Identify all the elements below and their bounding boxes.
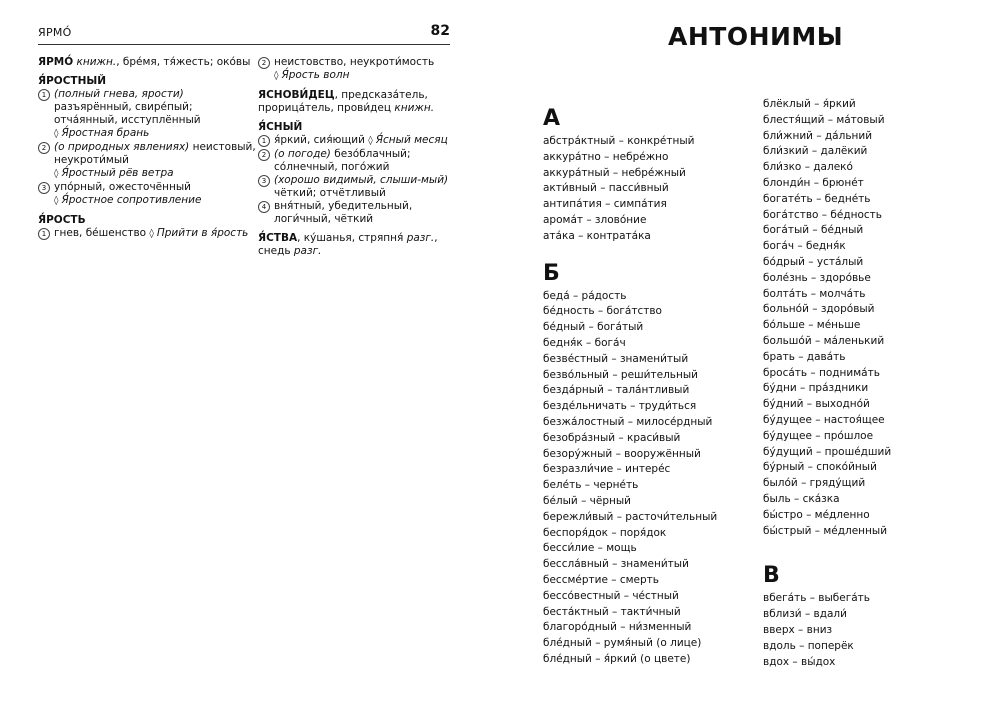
antonym-list-v xyxy=(763,591,963,670)
section-letter: А xyxy=(543,106,561,131)
sense-number: 1 xyxy=(38,228,50,240)
antonym-pair: вдох – вы́дох xyxy=(763,655,836,668)
antonym-pair: боле́знь – здоро́вье xyxy=(763,271,871,284)
antonym-pair: вдоль – поперёк xyxy=(763,639,854,652)
sense-1 xyxy=(38,227,256,241)
sense-1 xyxy=(258,134,454,148)
headword: Я́СТВА xyxy=(258,232,298,244)
synonyms: чёткий; отчётливый xyxy=(274,187,386,199)
headword: ЯРМО́ xyxy=(38,56,74,68)
example: Я́сный месяц xyxy=(375,134,448,146)
antonym-pair: большо́й – ма́ленький xyxy=(763,334,885,347)
antonym-list-a xyxy=(543,134,753,245)
antonym-pair: вверх – вниз xyxy=(763,623,833,636)
antonym-list-b xyxy=(543,289,753,668)
antonym-pair: безобра́зный – краси́вый xyxy=(543,431,681,444)
antonym-pair: бессо́вестный – че́стный xyxy=(543,589,679,602)
antonym-pair: брать – дава́ть xyxy=(763,350,846,363)
antonyms-column-2 xyxy=(763,97,963,670)
sense-number: 2 xyxy=(38,142,50,154)
antonym-pair: бе́дный – бога́тый xyxy=(543,321,644,334)
antonym-pair: блестя́щий – ма́товый xyxy=(763,113,885,126)
section-letter: В xyxy=(763,563,780,589)
antonym-pair: аккура́тный – небре́жный xyxy=(543,166,686,179)
sense-qualifier: (о природных явлениях) xyxy=(54,141,190,153)
antonym-pair: бле́дный – румя́ный (о лице) xyxy=(543,637,702,650)
antonym-pair: бли́жний – да́льний xyxy=(763,129,873,142)
antonym-pair: бы́стрый – ме́дленный xyxy=(763,524,888,537)
antonym-pair: безда́рный – тала́нтливый xyxy=(543,384,690,397)
running-head xyxy=(38,23,450,45)
headword: ЯСНОВИ́ДЕЦ xyxy=(258,89,335,101)
antonym-pair: безору́жный – вооружённый xyxy=(543,447,701,460)
synonyms: , бре́мя, тя́жесть; око́вы xyxy=(116,56,251,68)
antonym-pair: бу́дни – пра́здники xyxy=(763,382,869,395)
sense-3 xyxy=(38,181,256,208)
sense-qualifier: (полный гнева, ярости) xyxy=(54,88,184,100)
page-number: 82 xyxy=(430,23,450,39)
antonym-pair: бога́ч – бедня́к xyxy=(763,240,846,253)
example: Я́ростный рёв ветра xyxy=(61,167,174,179)
synonyms-column-1 xyxy=(38,56,256,247)
headword: Я́РОСТЬ xyxy=(38,214,86,226)
antonym-pair: блёклый – я́ркий xyxy=(763,98,856,110)
antonym-pair: бу́дущее – настоя́щее xyxy=(763,413,885,426)
running-head-word: ЯРМО́ xyxy=(38,26,72,39)
example-diamond-icon: ◊ xyxy=(54,169,59,179)
antonym-pair: бедня́к – бога́ч xyxy=(543,336,626,349)
synonyms: гнев, бе́шенство xyxy=(54,227,147,239)
usage-label: книжн. xyxy=(394,102,435,114)
antonym-pair: безжа́лостный – милосе́рдный xyxy=(543,415,713,428)
synonyms: , снедь xyxy=(258,232,438,257)
antonym-pair: быль – ска́зка xyxy=(763,492,840,505)
sense-2 xyxy=(258,56,454,83)
antonym-pair: бле́дный – я́ркий (о цвете) xyxy=(543,652,691,665)
section-title: АНТОНИМЫ xyxy=(668,22,844,51)
entry-yastva xyxy=(258,232,454,258)
sense-number: 2 xyxy=(258,57,270,69)
antonym-pair: бессме́ртие – смерть xyxy=(543,573,659,586)
example: Я́рость волн xyxy=(281,69,350,81)
antonym-pair: бы́стро – ме́дленно xyxy=(763,508,870,521)
sense-number: 1 xyxy=(258,135,270,147)
synonyms-column-2 xyxy=(258,56,454,264)
synonyms: я́ркий, сия́ющий xyxy=(274,134,365,146)
synonyms: упо́рный, ожесточённый xyxy=(54,181,191,193)
example-diamond-icon: ◊ xyxy=(149,229,154,239)
entry-yarost-continued xyxy=(258,56,454,83)
antonym-pair: беспоря́док – поря́док xyxy=(543,526,667,539)
antonym-pair: бережли́вый – расточи́тельный xyxy=(543,510,718,523)
section-letter: Б xyxy=(543,260,560,286)
antonym-pair: бессла́вный – знамени́тый xyxy=(543,558,689,571)
usage-label: разг. xyxy=(293,245,322,257)
antonyms-column-1 xyxy=(543,104,753,668)
sense-qualifier: (хорошо видимый, слыши-мый) xyxy=(274,174,449,186)
antonym-pair: безде́льничать – труди́ться xyxy=(543,400,697,413)
sense-number: 1 xyxy=(38,89,50,101)
antonym-pair: акти́вный – пасси́вный xyxy=(543,182,669,195)
antonym-list-b-continued xyxy=(763,97,963,539)
antonym-pair: аккура́тно – небре́жно xyxy=(543,150,669,163)
synonyms: неистовство, неукроти́мость xyxy=(274,56,435,68)
sense-qualifier: (о погоде) xyxy=(274,148,331,160)
antonym-pair: арома́т – злово́ние xyxy=(543,213,647,226)
antonym-pair: благоро́дный – ни́зменный xyxy=(543,621,692,634)
antonym-pair: богате́ть – бедне́ть xyxy=(763,192,871,205)
entry-yasnovidets xyxy=(258,89,454,115)
example: Прийти в я́рость xyxy=(156,227,249,239)
sense-3 xyxy=(258,174,454,200)
synonyms: разъярённый, свире́пый; отча́янный, исступлённый xyxy=(54,101,201,126)
dictionary-page-left xyxy=(0,0,488,712)
sense-number: 2 xyxy=(258,149,270,161)
antonym-pair: безве́стный – знамени́тый xyxy=(543,352,689,365)
antonym-pair: безво́льный – реши́тельный xyxy=(543,368,698,381)
headword: Я́СНЫЙ xyxy=(258,121,303,133)
antonym-pair: ата́ка – контрата́ка xyxy=(543,229,651,242)
antonym-pair: больно́й – здоро́вый xyxy=(763,303,875,316)
example-diamond-icon: ◊ xyxy=(54,196,59,206)
entry-yarost xyxy=(38,214,256,241)
antonym-pair: беда́ – ра́дость xyxy=(543,289,627,302)
sense-2 xyxy=(38,141,256,181)
example: Я́ростная брань xyxy=(61,127,150,139)
antonym-pair: бе́дность – бога́тство xyxy=(543,305,662,318)
entry-yarostny xyxy=(38,75,256,208)
antonym-pair: беле́ть – черне́ть xyxy=(543,479,639,492)
usage-label: разг. xyxy=(406,232,435,244)
example-diamond-icon: ◊ xyxy=(274,71,279,81)
synonyms: безо́блачный; со́лнечный, пого́жий xyxy=(274,148,411,173)
antonym-pair: бу́дний – выходно́й xyxy=(763,398,870,411)
antonym-pair: абстра́ктный – конкре́тный xyxy=(543,135,695,147)
antonym-pair: броса́ть – поднима́ть xyxy=(763,366,880,379)
sense-number: 3 xyxy=(38,182,50,194)
antonym-pair: бу́рный – споко́йный xyxy=(763,461,877,474)
sense-4 xyxy=(258,200,454,226)
antonym-pair: болта́ть – молча́ть xyxy=(763,287,866,300)
antonym-pair: бога́тый – бе́дный xyxy=(763,224,864,237)
synonyms: , предсказа́тель, прорица́тель, прови́дец xyxy=(258,89,428,114)
antonym-pair: бу́дущий – проше́дший xyxy=(763,445,892,458)
antonym-pair: бе́лый – чёрный xyxy=(543,494,631,507)
headword: Я́РОСТНЫЙ xyxy=(38,75,107,87)
sense-number: 3 xyxy=(258,175,270,187)
example-diamond-icon: ◊ xyxy=(54,129,59,139)
synonyms: неистовый, неукроти́мый xyxy=(54,141,256,166)
usage-label: книжн. xyxy=(76,56,117,68)
antonym-pair: бли́зко – далеко́ xyxy=(763,161,853,174)
antonym-pair: вблизи́ – вдали́ xyxy=(763,608,847,621)
antonym-pair: бога́тство – бе́дность xyxy=(763,208,882,221)
sense-1 xyxy=(38,88,256,141)
antonym-pair: бли́зкий – далёкий xyxy=(763,145,868,158)
antonym-pair: беста́ктный – такти́чный xyxy=(543,605,681,618)
antonym-pair: было́й – гряду́щий xyxy=(763,477,866,490)
antonym-pair: блонди́н – брюне́т xyxy=(763,176,864,189)
example-diamond-icon: ◊ xyxy=(368,136,373,146)
synonyms: , ку́шанья, стряпня́ xyxy=(297,232,404,244)
sense-number: 4 xyxy=(258,201,270,213)
example: Я́ростное сопротивление xyxy=(61,194,202,206)
entry-yarmo xyxy=(38,56,256,69)
antonym-pair: бу́дущее – про́шлое xyxy=(763,429,874,442)
synonyms: вня́тный, убедительный, логи́чный, чёткий xyxy=(274,200,413,225)
antonym-pair: антипа́тия – симпа́тия xyxy=(543,198,667,211)
antonym-pair: бо́дрый – уста́лый xyxy=(763,255,864,268)
antonym-pair: бесси́лие – мощь xyxy=(543,542,637,555)
antonym-pair: безразли́чие – интере́с xyxy=(543,463,671,476)
antonym-pair: бо́льше – ме́ньше xyxy=(763,319,861,332)
sense-2 xyxy=(258,148,454,174)
antonym-pair: вбега́ть – выбега́ть xyxy=(763,592,870,605)
entry-yasny xyxy=(258,121,454,226)
